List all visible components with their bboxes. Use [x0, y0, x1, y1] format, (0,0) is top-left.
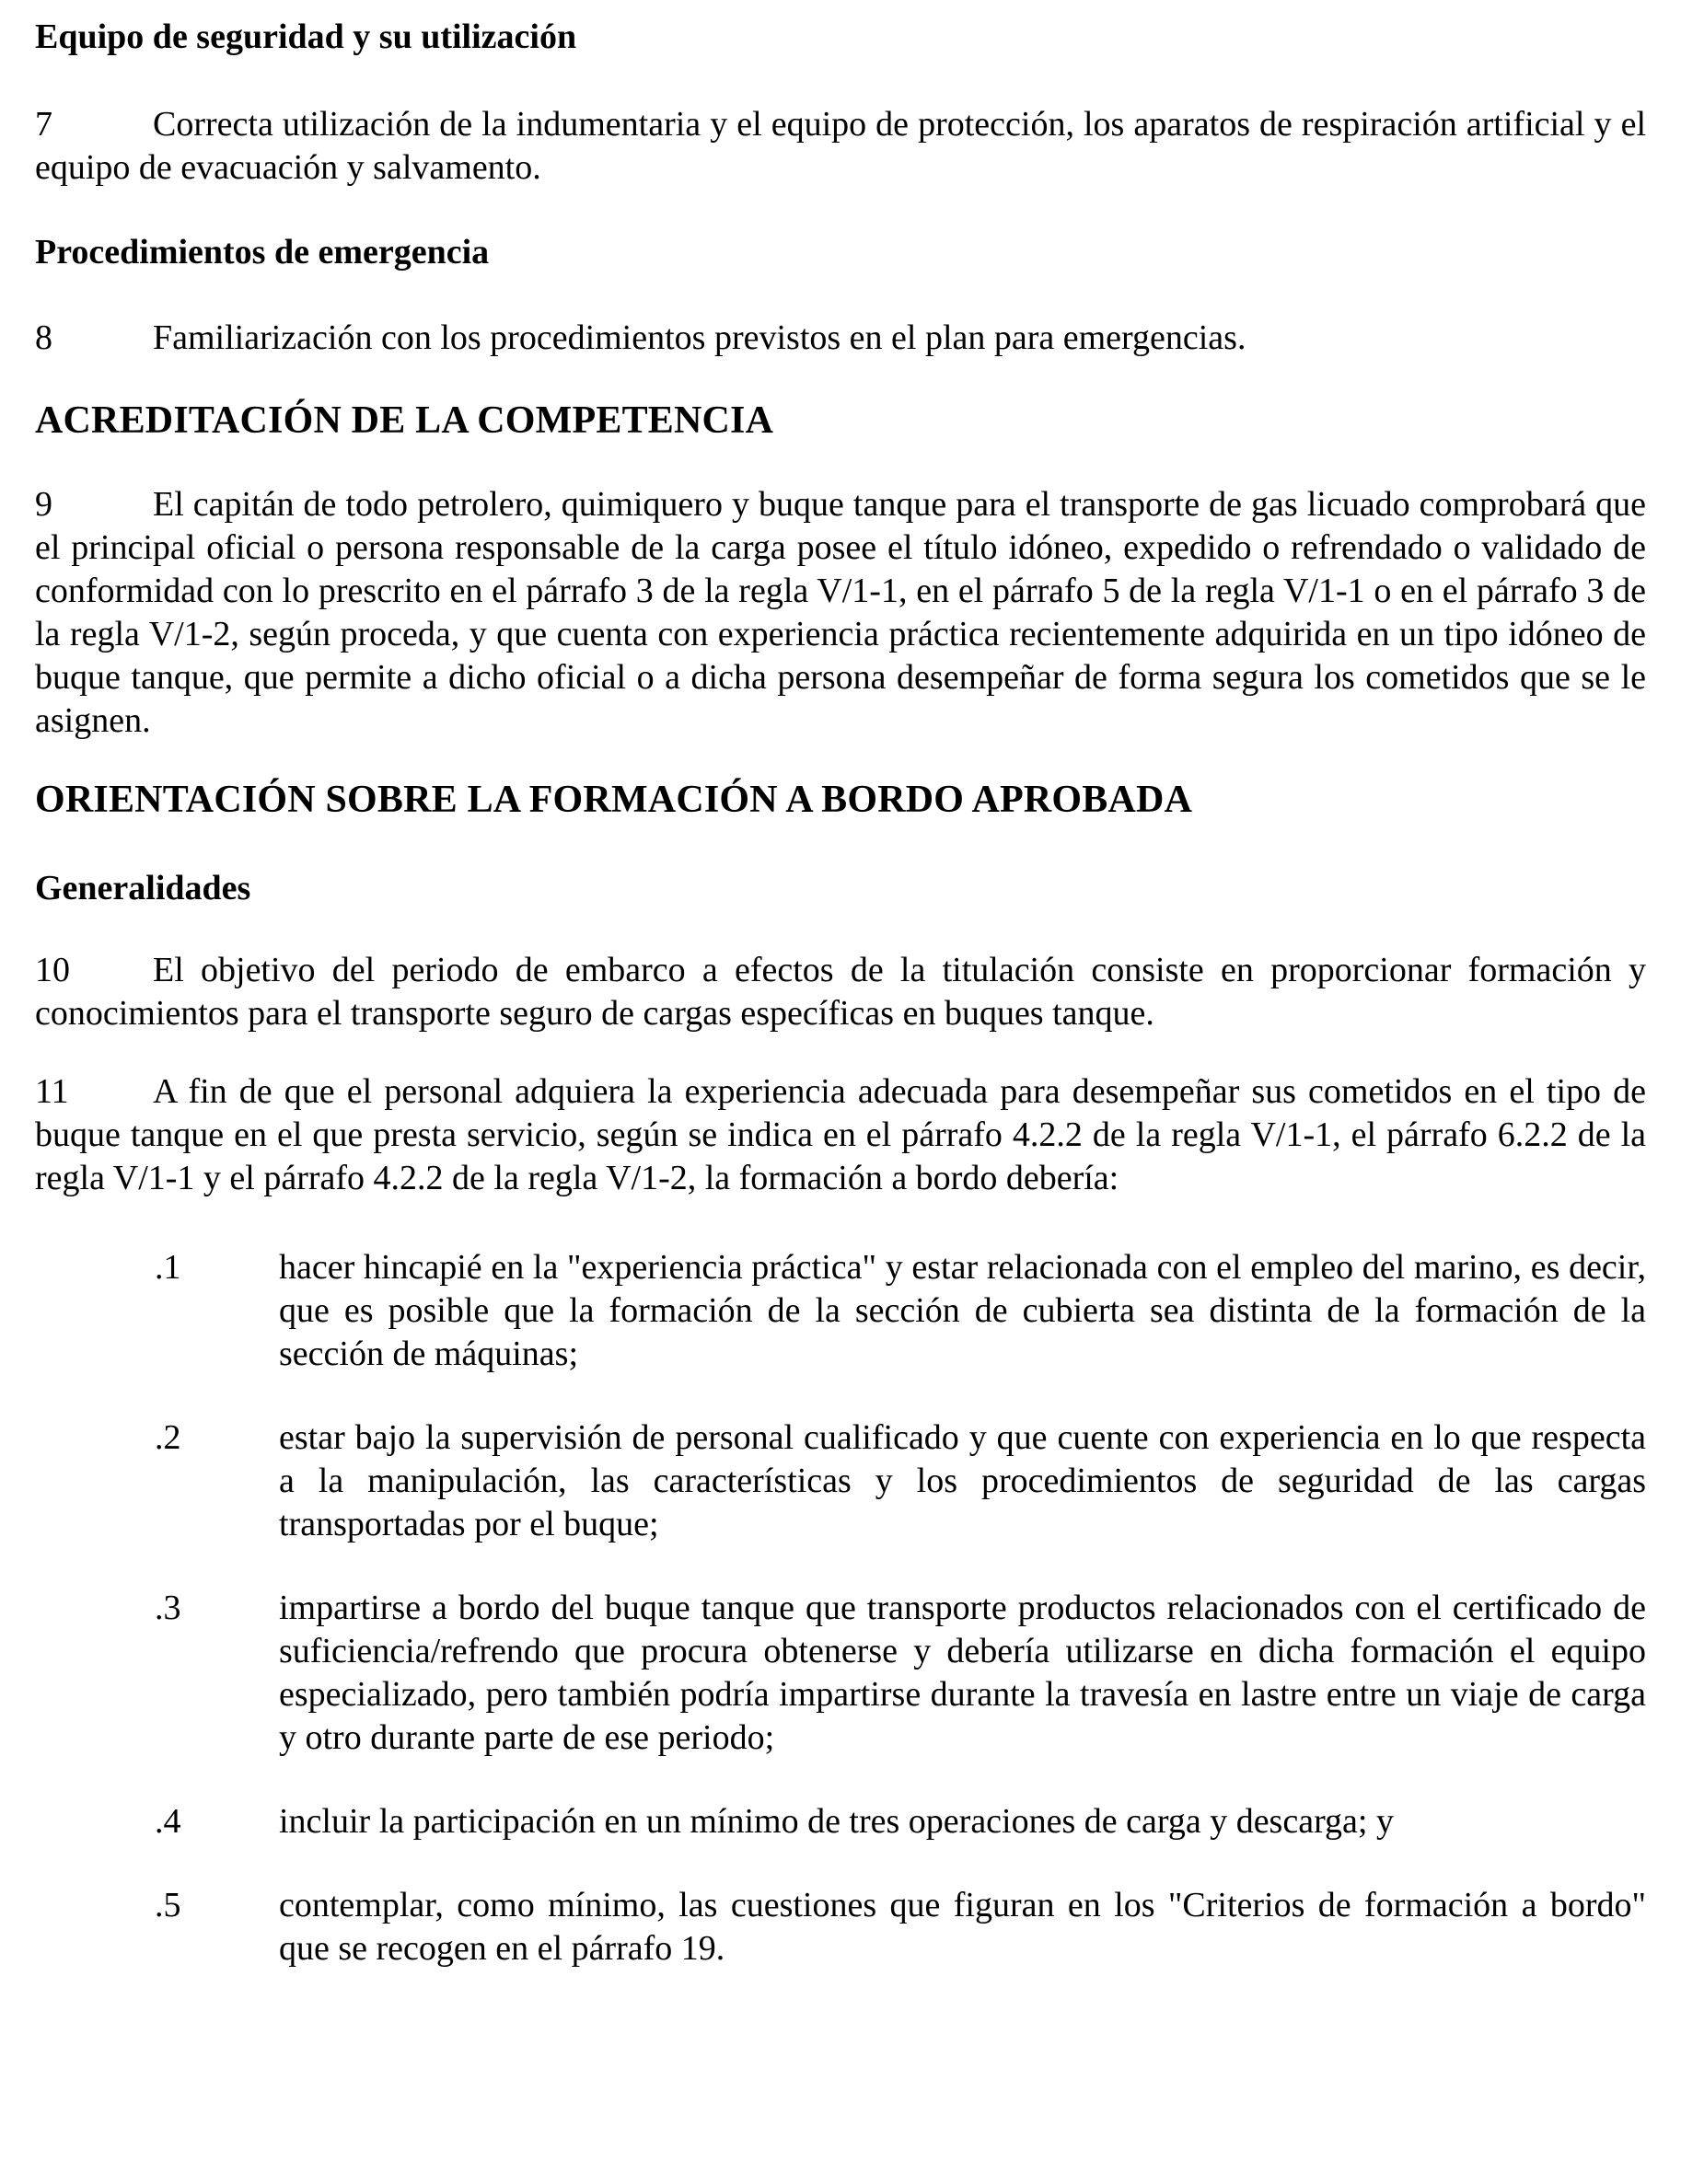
list-item	[35, 1587, 1646, 1760]
heading-safety-equipment: Equipo de seguridad y su utilización	[35, 17, 577, 56]
paragraph-10	[35, 949, 1646, 1035]
paragraph-number: 9	[35, 485, 52, 524]
heading-emergency-procedures: Procedimientos de emergencia	[35, 233, 490, 272]
list-item-marker: .1	[155, 1248, 181, 1287]
list-item	[35, 1800, 1646, 1843]
paragraph-number: 7	[35, 105, 52, 144]
paragraph-number: 8	[35, 318, 52, 357]
paragraph-11	[35, 1070, 1646, 1200]
document-page	[35, 0, 1646, 2184]
paragraph-number: 11	[35, 1072, 69, 1111]
list-item-text: contemplar, como mínimo, las cuestiones que figuran en los "Criterios de formación a bordo" que se recogen en el párrafo 19.	[279, 1886, 1646, 1968]
list-item-text: estar bajo la supervisión de personal cualificado y que cuente con experiencia en lo que respecta a la manipulación, las características y los procedimientos de seguridad de las cargas transportadas por el buque;	[279, 1418, 1646, 1543]
paragraph-text: El objetivo del periodo de embarco a efectos de la titulación consiste en proporcionar formación y conocimientos para el transporte seguro de cargas específicas en buques tanque.	[35, 951, 1646, 1033]
paragraph-text: A fin de que el personal adquiera la experiencia adecuada para desempeñar sus cometidos en el tipo de buque tanque en el que presta servicio, según se indica en el párrafo 4.2.2 de la regla V/1-1, el párrafo 6.2.2 de la regla V/1-1 y el párrafo 4.2.2 de la regla V/1-2, la formación a bordo debería:	[35, 1072, 1646, 1197]
paragraph-text: El capitán de todo petrolero, quimiquero y buque tanque para el transporte de gas licuado comprobará que el principal oficial o persona responsable de la carga posee el título idóneo, expedido o refrendado o validado de conformidad con lo prescrito en el párrafo 3 de la regla V/1-1, en el párrafo 5 de la regla V/1-1 o en el párrafo 3 de la regla V/1-2, según proceda, y que cuenta con experiencia práctica recientemente adquirida en un tipo idóneo de buque tanque, que permite a dicho oficial o a dicha persona desempeñar de forma segura los cometidos que se le asignen.	[35, 485, 1646, 740]
paragraph-text: Familiarización con los procedimientos previstos en el plan para emergencias.	[153, 318, 1246, 357]
paragraph-9	[35, 483, 1646, 743]
list-item-text: incluir la participación en un mínimo de tres operaciones de carga y descarga; y	[279, 1802, 1394, 1841]
heading-general: Generalidades	[35, 869, 251, 907]
paragraph-text: Correcta utilización de la indumentaria y el equipo de protección, los aparatos de respiración artificial y el equipo de evacuación y salvamento.	[35, 105, 1646, 187]
list-item	[35, 1246, 1646, 1376]
list-item-marker: .2	[155, 1418, 181, 1457]
list-item	[35, 1416, 1646, 1546]
paragraph-8	[35, 317, 1646, 360]
heading-onboard-training: ORIENTACIÓN SOBRE LA FORMACIÓN A BORDO APROBADA	[35, 779, 1193, 821]
list-item-marker: .4	[155, 1802, 181, 1841]
heading-competence: ACREDITACIÓN DE LA COMPETENCIA	[35, 399, 774, 442]
list-item-marker: .5	[155, 1886, 181, 1924]
list-item-text: impartirse a bordo del buque tanque que transporte productos relacionados con el certificado de suficiencia/refrendo que procura obtenerse y debería utilizarse en dicha formación el equipo especializado, pero también podría impartirse durante la travesía en lastre entre un viaje de carga y otro durante parte de ese periodo;	[279, 1589, 1646, 1757]
list-item	[35, 1884, 1646, 1970]
list-item-marker: .3	[155, 1589, 181, 1627]
paragraph-number: 10	[35, 951, 70, 989]
list-item-text: hacer hincapié en la "experiencia práctica" y estar relacionada con el empleo del marino, es decir, que es posible que la formación de la sección de cubierta sea distinta de la formación de la sección de máquinas;	[279, 1248, 1646, 1373]
paragraph-7	[35, 103, 1646, 190]
